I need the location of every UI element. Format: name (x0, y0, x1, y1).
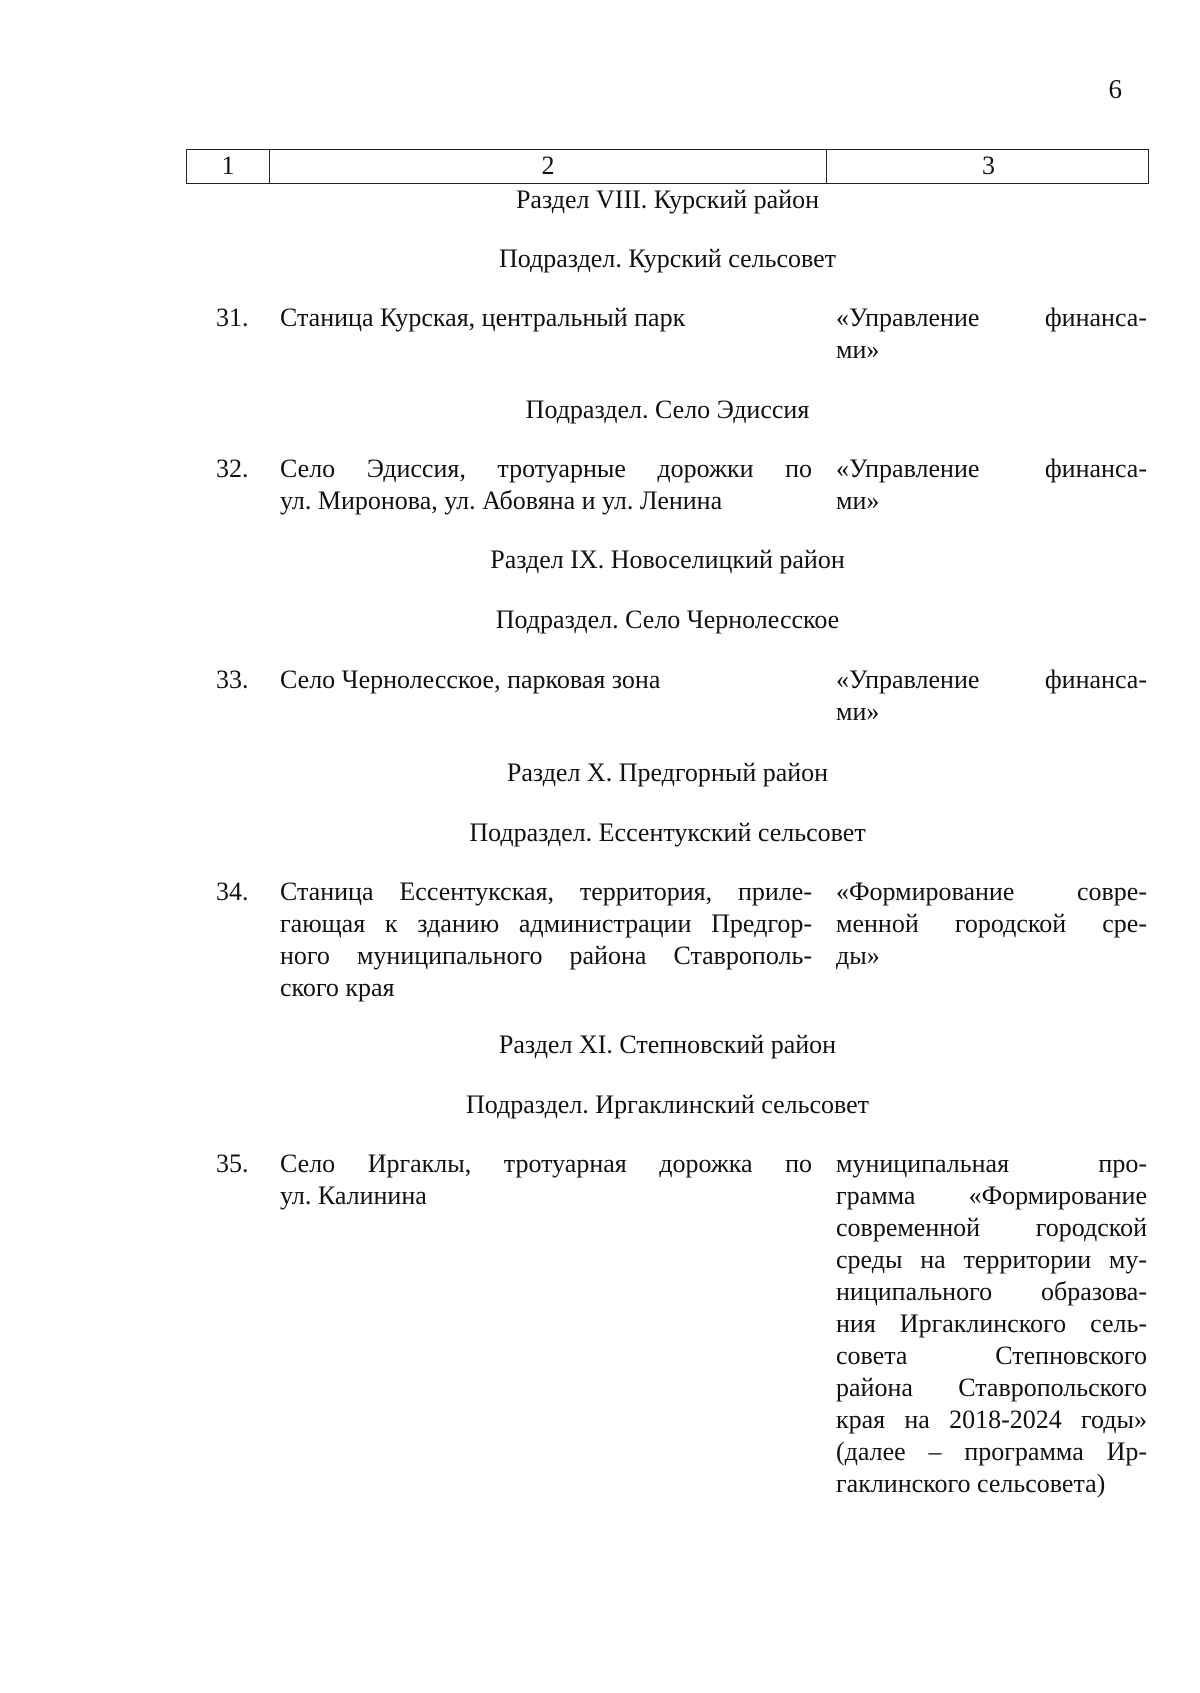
subsection-heading: Подраздел. Ессентукский сельсовет (469, 818, 866, 847)
text-line: Станица Курская, центральный парк (280, 303, 686, 332)
text-line: (далее – программа Ир- (836, 1437, 1147, 1466)
row-location (280, 453, 812, 517)
text-line: «Управление финанса- (836, 665, 1147, 694)
text-line: ниципального образова- (836, 1277, 1147, 1306)
text-line: «Управление финанса- (836, 454, 1147, 483)
text-line: ул. Миронова, ул. Абовяна и ул. Ленина (280, 486, 723, 515)
subsection-heading: Подраздел. Село Чернолесское (495, 605, 840, 634)
text-line: Село Иргаклы, тротуарная дорожка по (280, 1149, 812, 1178)
section-heading: Раздел X. Предгорный район (506, 758, 829, 787)
section-heading: Раздел XI. Степновский район (498, 1030, 837, 1059)
text-line: «Формирование совре- (836, 877, 1147, 906)
row-number: 35. (216, 1149, 249, 1178)
text-line: среды на территории му- (836, 1245, 1147, 1274)
row-number: 31. (216, 303, 249, 332)
subsection-heading: Подраздел. Курский сельсовет (498, 244, 837, 273)
row-number: 32. (216, 454, 249, 483)
row-location (280, 1148, 812, 1212)
text-line: Станица Ессентукская, территория, приле- (280, 877, 812, 906)
text-line: ми» (836, 335, 880, 364)
text-line: ного муниципального района Ставрополь- (280, 941, 812, 970)
subsection-heading: Подраздел. Село Эдиссия (525, 395, 810, 424)
row-program (836, 876, 1147, 972)
row-number: 34. (216, 877, 249, 906)
row-program (836, 1148, 1147, 1500)
subsection-heading: Подраздел. Иргаклинский сельсовет (465, 1090, 870, 1119)
text-line: грамма «Формирование (836, 1181, 1147, 1210)
row-program (836, 453, 1147, 517)
text-line: ского края (280, 973, 395, 1002)
section-heading: Раздел IX. Новоселицкий район (490, 545, 845, 574)
text-line: гающая к зданию администрации Предгор- (280, 909, 812, 938)
text-line: менной городской сре- (836, 909, 1147, 938)
text-line: современной городской (836, 1213, 1147, 1242)
text-line: ния Иргаклинского сель- (836, 1309, 1147, 1338)
text-line: совета Степновского (836, 1341, 1147, 1370)
text-line: ми» (836, 697, 880, 726)
column-3-header: 3 (826, 150, 1150, 183)
text-line: «Управление финанса- (836, 303, 1147, 332)
page-number: 6 (1108, 74, 1122, 104)
text-line: края на 2018-2024 годы» (836, 1405, 1147, 1434)
text-line: ды» (836, 941, 880, 970)
text-line: муниципальная про- (836, 1149, 1147, 1178)
row-program (836, 664, 1147, 728)
column-1-header: 1 (221, 151, 235, 180)
text-line: ми» (836, 486, 880, 515)
text-line: гаклинского сельсовета) (836, 1469, 1106, 1498)
column-2-header: 2 (269, 150, 826, 183)
column-number-header (186, 149, 1149, 184)
text-line: Село Эдиссия, тротуарные дорожки по (280, 454, 812, 483)
section-heading: Раздел VIII. Курский район (515, 185, 820, 214)
row-location (280, 876, 812, 1004)
text-line: ул. Калинина (280, 1181, 427, 1210)
row-program (836, 302, 1147, 366)
text-line: Село Чернолесское, парковая зона (280, 665, 661, 694)
text-line: района Ставропольского (836, 1373, 1147, 1402)
row-location (280, 664, 812, 696)
row-location (280, 302, 812, 334)
row-number: 33. (216, 665, 249, 694)
